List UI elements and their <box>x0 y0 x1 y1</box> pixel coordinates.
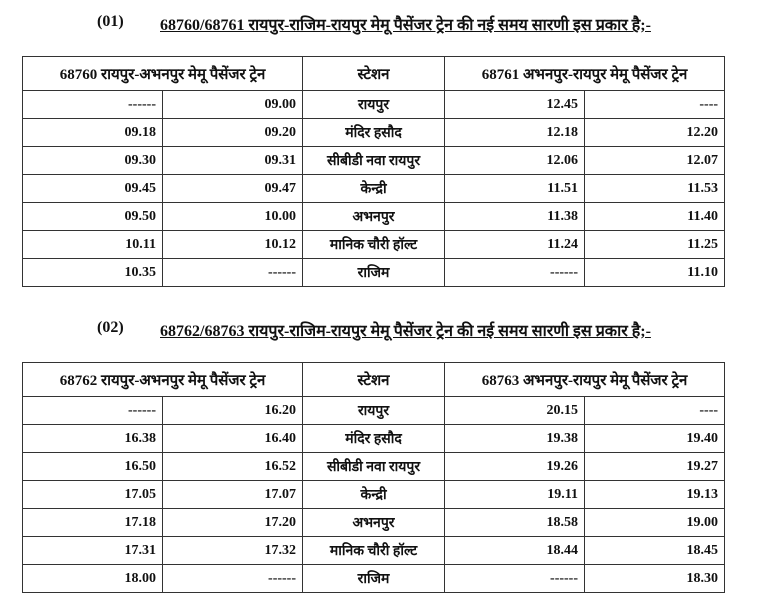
table-row <box>23 91 725 119</box>
up-arrival: 19.38 <box>445 425 585 453</box>
up-departure: 11.40 <box>585 203 725 231</box>
up-departure: 19.40 <box>585 425 725 453</box>
down-departure: 09.00 <box>163 91 303 119</box>
up-arrival: 11.51 <box>445 175 585 203</box>
table-row <box>23 565 725 593</box>
table-row <box>23 509 725 537</box>
section-2-title: 68762/68763 रायपुर-राजिम-रायपुर मेमू पैसेंजर ट्रेन की नई समय सारणी इस प्रकार है;- <box>160 323 651 340</box>
station-name: अभनपुर <box>303 509 445 537</box>
down-departure: 17.32 <box>163 537 303 565</box>
up-arrival: 19.11 <box>445 481 585 509</box>
station-name: सीबीडी नवा रायपुर <box>303 147 445 175</box>
header-station: स्टेशन <box>303 363 445 397</box>
up-departure: 19.13 <box>585 481 725 509</box>
up-departure: 19.00 <box>585 509 725 537</box>
down-departure: 17.07 <box>163 481 303 509</box>
table-row <box>23 397 725 425</box>
section-2-heading <box>0 316 768 342</box>
down-departure: 16.20 <box>163 397 303 425</box>
down-arrival: ------ <box>23 91 163 119</box>
section-1-number: (01) <box>97 13 124 30</box>
station-name: राजिम <box>303 565 445 593</box>
up-arrival: 12.06 <box>445 147 585 175</box>
station-name: राजिम <box>303 259 445 287</box>
down-departure: 17.20 <box>163 509 303 537</box>
station-name: मानिक चौरी हॉल्ट <box>303 537 445 565</box>
up-arrival: 20.15 <box>445 397 585 425</box>
header-station: स्टेशन <box>303 57 445 91</box>
table-row <box>23 481 725 509</box>
down-departure: 16.52 <box>163 453 303 481</box>
up-departure: 18.30 <box>585 565 725 593</box>
station-name: मंदिर हसौद <box>303 119 445 147</box>
down-departure: 10.00 <box>163 203 303 231</box>
down-arrival: 09.50 <box>23 203 163 231</box>
up-departure: 11.53 <box>585 175 725 203</box>
up-arrival: 11.38 <box>445 203 585 231</box>
down-departure: 10.12 <box>163 231 303 259</box>
table-row <box>23 203 725 231</box>
table-row <box>23 147 725 175</box>
up-arrival: 18.44 <box>445 537 585 565</box>
down-departure: ------ <box>163 565 303 593</box>
table-row <box>23 119 725 147</box>
down-arrival: 17.18 <box>23 509 163 537</box>
down-departure: 09.20 <box>163 119 303 147</box>
down-departure: 09.47 <box>163 175 303 203</box>
station-name: सीबीडी नवा रायपुर <box>303 453 445 481</box>
station-name: रायपुर <box>303 397 445 425</box>
table-row <box>23 537 725 565</box>
down-arrival: 09.18 <box>23 119 163 147</box>
up-departure: ---- <box>585 397 725 425</box>
down-arrival: 16.38 <box>23 425 163 453</box>
station-name: मानिक चौरी हॉल्ट <box>303 231 445 259</box>
up-arrival: 12.45 <box>445 91 585 119</box>
table-row <box>23 175 725 203</box>
station-name: अभनपुर <box>303 203 445 231</box>
down-arrival: 17.05 <box>23 481 163 509</box>
header-down-train: 68762 रायपुर-अभनपुर मेमू पैसेंजर ट्रेन <box>23 363 303 397</box>
table-row <box>23 425 725 453</box>
header-down-train: 68760 रायपुर-अभनपुर मेमू पैसेंजर ट्रेन <box>23 57 303 91</box>
down-arrival: 18.00 <box>23 565 163 593</box>
up-departure: ---- <box>585 91 725 119</box>
down-arrival: ------ <box>23 397 163 425</box>
up-arrival: ------ <box>445 565 585 593</box>
timetable-1 <box>22 56 725 287</box>
down-arrival: 09.30 <box>23 147 163 175</box>
station-name: केन्द्री <box>303 481 445 509</box>
down-arrival: 10.35 <box>23 259 163 287</box>
up-arrival: 12.18 <box>445 119 585 147</box>
down-arrival: 09.45 <box>23 175 163 203</box>
up-departure: 19.27 <box>585 453 725 481</box>
up-arrival: 11.24 <box>445 231 585 259</box>
table-row <box>23 259 725 287</box>
section-1-heading <box>0 10 768 36</box>
up-departure: 18.45 <box>585 537 725 565</box>
up-departure: 11.10 <box>585 259 725 287</box>
station-name: रायपुर <box>303 91 445 119</box>
up-arrival: 19.26 <box>445 453 585 481</box>
station-name: मंदिर हसौद <box>303 425 445 453</box>
up-departure: 12.07 <box>585 147 725 175</box>
up-departure: 12.20 <box>585 119 725 147</box>
up-arrival: ------ <box>445 259 585 287</box>
table-row <box>23 231 725 259</box>
down-arrival: 16.50 <box>23 453 163 481</box>
down-departure: 16.40 <box>163 425 303 453</box>
header-up-train: 68763 अभनपुर-रायपुर मेमू पैसेंजर ट्रेन <box>445 363 725 397</box>
table-row <box>23 453 725 481</box>
station-name: केन्द्री <box>303 175 445 203</box>
timetable-2 <box>22 362 725 593</box>
down-arrival: 17.31 <box>23 537 163 565</box>
header-up-train: 68761 अभनपुर-रायपुर मेमू पैसेंजर ट्रेन <box>445 57 725 91</box>
section-1-title: 68760/68761 रायपुर-राजिम-रायपुर मेमू पैसेंजर ट्रेन की नई समय सारणी इस प्रकार है;- <box>160 17 651 34</box>
down-departure: 09.31 <box>163 147 303 175</box>
timetable-header-row <box>23 363 725 397</box>
down-arrival: 10.11 <box>23 231 163 259</box>
up-departure: 11.25 <box>585 231 725 259</box>
up-arrival: 18.58 <box>445 509 585 537</box>
down-departure: ------ <box>163 259 303 287</box>
timetable-header-row <box>23 57 725 91</box>
section-2-number: (02) <box>97 319 124 336</box>
